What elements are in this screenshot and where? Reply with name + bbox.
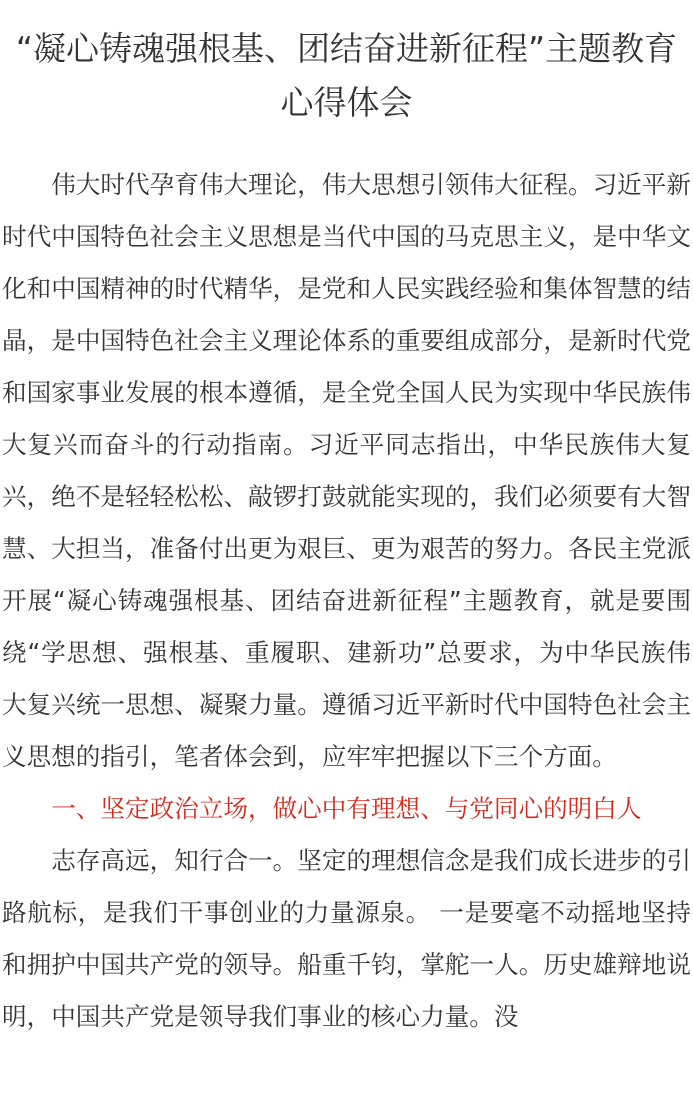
article-title: “凝心铸魂强根基、团结奋进新征程”主题教育心得体会 (15, 29, 678, 122)
section-heading-1: 一、坚定政治立场，做心中有理想、与党同心的明白人 (51, 794, 642, 823)
article-body (0, 159, 693, 1043)
intro-paragraph: 伟大时代孕育伟大理论，伟大思想引领伟大征程。习近平新时代中国特色社会主义思想是当代中国的马克思主义，是中华文化和中国精神的时代精华，是党和人民实践经验和集体智慧的结晶，是中国特色社会主义理论体系的重要组成部分，是新时代党和国家事业发展的根本遵循，是全党全国人民为实现中华民族伟大复兴而奋斗的行动指南。习近平同志指出，中华民族伟大复兴，绝不是轻轻松松、敲锣打鼓就能实现的，我们必须要有大智慧、大担当，准备付出更为艰巨、更为艰苦的努力。各民主党派开展“凝心铸魂强根基、团结奋进新征程”主题教育，就是要围绕“学思想、强根基、重履职、建新功”总要求，为中华民族伟大复兴统一思想、凝聚力量。遵循习近平新时代中国特色社会主义思想的指引，笔者体会到，应牢牢把握以下三个方面。 (2, 170, 692, 771)
section-1-paragraph: 志存高远，知行合一。坚定的理想信念是我们成长进步的引路航标，是我们干事创业的力量源泉。 一是要毫不动摇地坚持和拥护中国共产党的领导。船重千钧，掌舵一人。历史雄辩地说明，中国共产党是领导我们事业的核心力量。没 (2, 846, 691, 1031)
